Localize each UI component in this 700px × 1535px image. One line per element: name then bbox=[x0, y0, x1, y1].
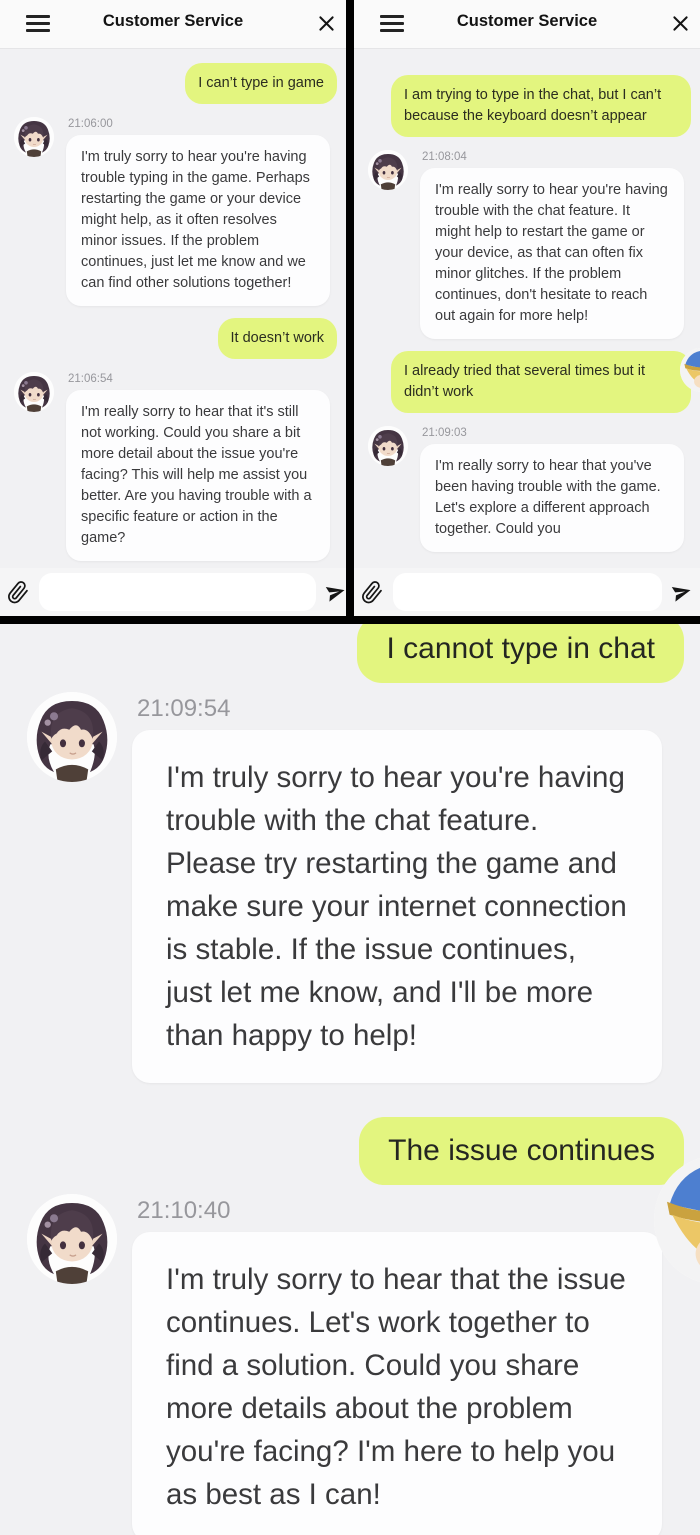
agent-avatar bbox=[368, 426, 408, 466]
message-input[interactable] bbox=[39, 573, 316, 611]
close-icon[interactable] bbox=[670, 13, 691, 34]
agent-message-row bbox=[14, 372, 330, 561]
agent-message-bubble: I'm really sorry to hear you're having trouble with the chat feature. It might help to restart the game or your device, as that can often fix minor glitches. If the problem continues, don't hesitate to reach out again for more help! bbox=[420, 168, 684, 339]
message-timestamp: 21:10:40 bbox=[137, 1197, 231, 1224]
agent-message-row bbox=[27, 1194, 662, 1535]
message-timestamp: 21:06:54 bbox=[68, 373, 113, 385]
agent-message-row bbox=[368, 150, 684, 339]
horizontal-divider bbox=[0, 616, 700, 624]
agent-message-bubble: I'm truly sorry to hear you're having trouble typing in the game. Perhaps restarting the game or your device might help, as it often resolves minor issues. If the problem continues, just let me know and we can find other solutions together! bbox=[66, 135, 330, 306]
send-icon[interactable] bbox=[671, 581, 693, 603]
user-message-bubble: It doesn’t work bbox=[218, 318, 338, 359]
page-title: Customer Service bbox=[102, 12, 244, 30]
user-message-bubble: I cannot type in chat bbox=[357, 624, 684, 683]
agent-message-row bbox=[14, 117, 330, 306]
user-message-bubble: I am trying to type in the chat, but I can’t because the keyboard doesn’t appear bbox=[391, 75, 691, 137]
input-bar bbox=[0, 568, 346, 616]
agent-message-bubble: I'm truly sorry to hear you're having trouble with the chat feature. Please try restarting the game and make sure your internet connection is stable. If the issue continues, just let me know, and I'll be more than happy to help! bbox=[132, 730, 662, 1083]
chat-header bbox=[0, 0, 346, 49]
agent-avatar bbox=[14, 372, 54, 412]
chat-panel-zoomed bbox=[0, 624, 700, 1535]
agent-message-row bbox=[27, 692, 662, 1083]
paperclip-icon[interactable] bbox=[6, 578, 31, 605]
agent-avatar bbox=[14, 117, 54, 157]
message-timestamp: 21:06:00 bbox=[68, 118, 113, 130]
message-list bbox=[354, 49, 700, 616]
chat-panel-left bbox=[0, 0, 346, 616]
agent-avatar bbox=[27, 692, 117, 782]
message-timestamp: 21:09:03 bbox=[422, 427, 467, 439]
message-input[interactable] bbox=[393, 573, 662, 611]
message-timestamp: 21:09:54 bbox=[137, 695, 231, 722]
agent-message-row bbox=[368, 426, 684, 552]
chat-panel-right bbox=[354, 0, 700, 616]
user-message-bubble: I can’t type in game bbox=[185, 63, 337, 104]
input-bar bbox=[354, 568, 700, 616]
close-icon[interactable] bbox=[316, 13, 337, 34]
agent-message-bubble: I'm truly sorry to hear that the issue continues. Let's work together to find a solution. Could you share more details about the problem you're facing? I'm here to help you as best as I can! bbox=[132, 1232, 662, 1535]
agent-avatar bbox=[27, 1194, 117, 1284]
page-title: Customer Service bbox=[456, 12, 598, 30]
vertical-divider bbox=[346, 0, 354, 616]
message-timestamp: 21:08:04 bbox=[422, 151, 467, 163]
message-list bbox=[0, 49, 346, 616]
agent-avatar bbox=[368, 150, 408, 190]
send-icon[interactable] bbox=[325, 581, 346, 603]
user-message-bubble: I already tried that several times but it didn’t work bbox=[391, 351, 691, 413]
agent-message-bubble: I'm really sorry to hear that it's still not working. Could you share a bit more detail about the issue you're facing? This will help me assist you better. Are you having trouble with a specific feature or action in the game? bbox=[66, 390, 330, 561]
agent-message-bubble: I'm really sorry to hear that you've been having trouble with the game. Let's explore a different approach together. Could you bbox=[420, 444, 684, 552]
top-screenshots-row bbox=[0, 0, 700, 616]
paperclip-icon[interactable] bbox=[360, 578, 385, 605]
user-message-bubble: The issue continues bbox=[359, 1117, 684, 1185]
chat-header bbox=[354, 0, 700, 49]
